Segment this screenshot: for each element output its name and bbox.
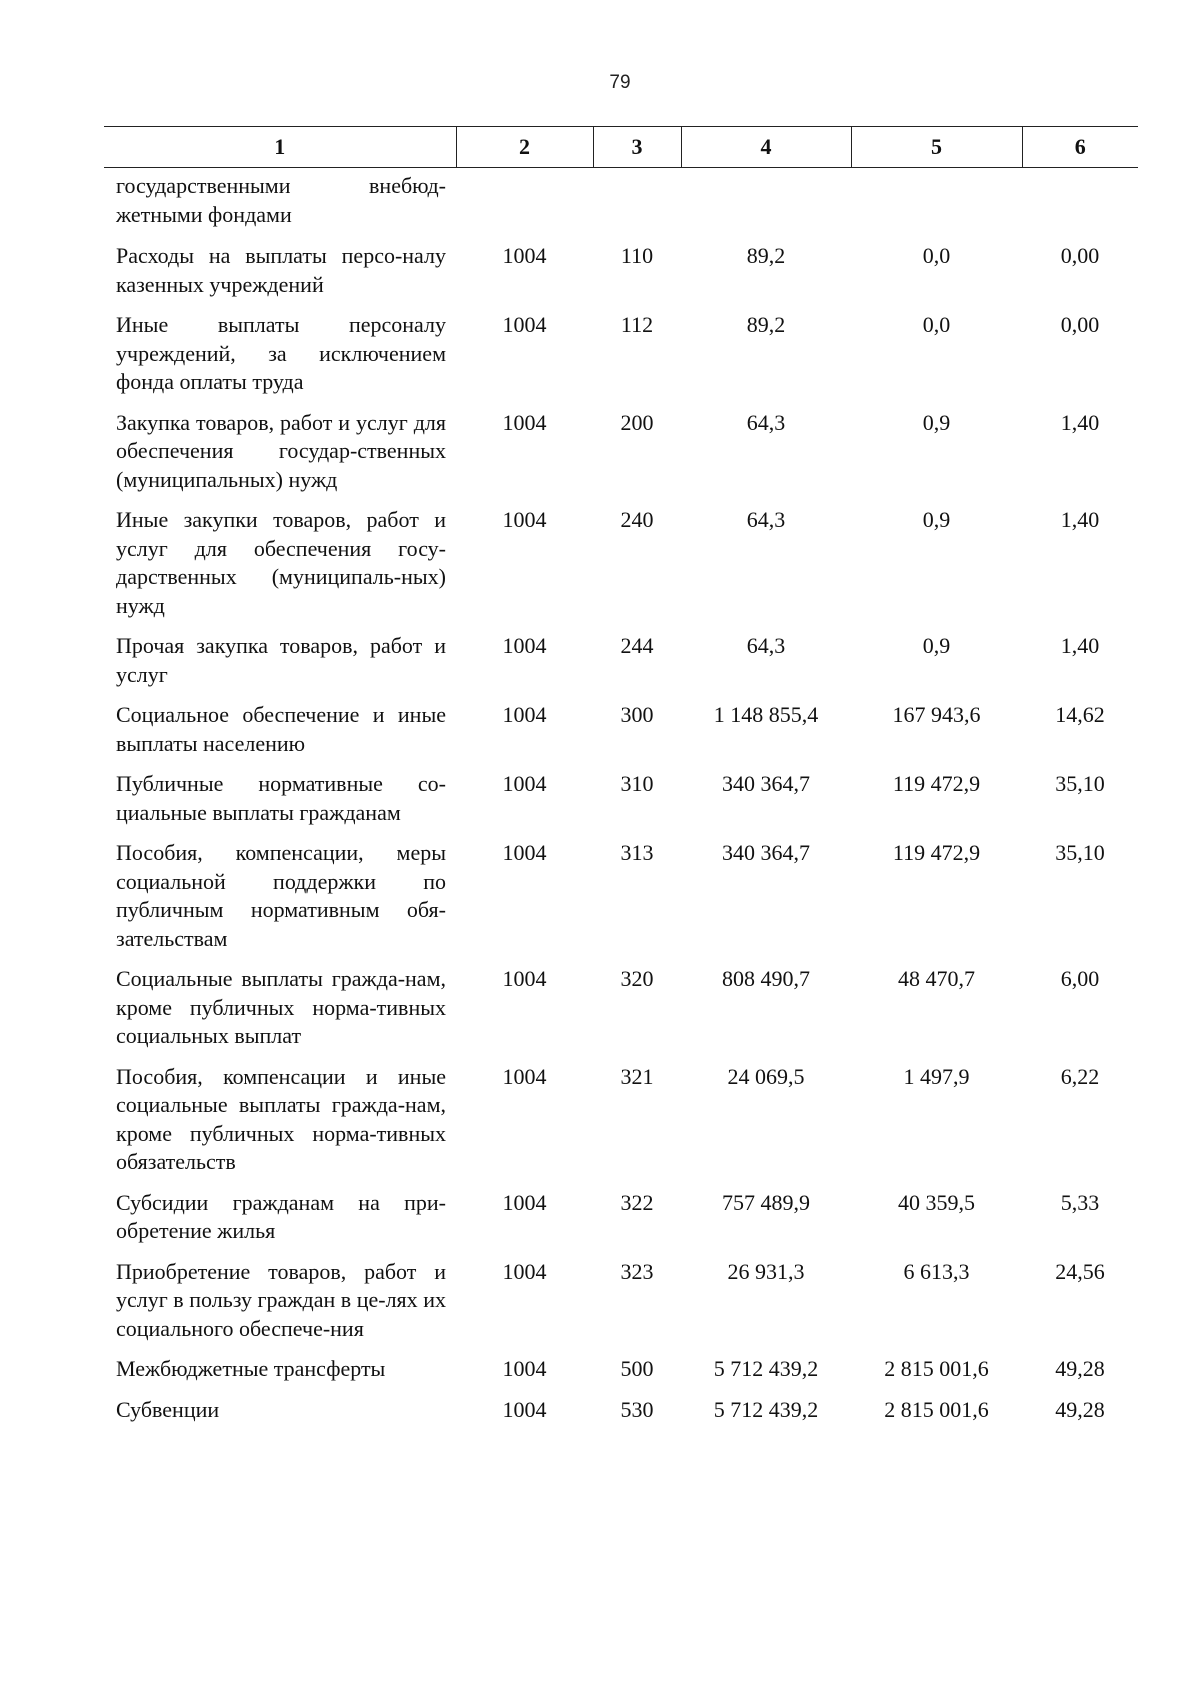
table-row <box>104 400 1138 498</box>
table-row <box>104 761 1138 830</box>
cell-actual-amount: 1 497,9 <box>903 1063 970 1089</box>
cell-percent: 35,10 <box>1055 771 1105 796</box>
cell-section-code: 1004 <box>502 1063 547 1089</box>
table-row <box>104 956 1138 1054</box>
page-number: 79 <box>609 72 631 93</box>
cell-actual-amount: 2 815 001,6 <box>884 1356 989 1381</box>
cell-expense-code: 300 <box>620 702 654 727</box>
cell-section-code: 1004 <box>502 1258 547 1284</box>
table-header-row <box>104 127 1138 168</box>
cell-expense-code: 200 <box>620 409 654 435</box>
cell-percent: 49,28 <box>1055 1396 1105 1422</box>
cell-planned-amount: 340 364,7 <box>722 771 810 796</box>
cell-percent: 35,10 <box>1055 840 1105 865</box>
cell-expense-code: 530 <box>620 1396 654 1422</box>
cell-expense-code: 112 <box>620 312 654 337</box>
cell-planned-amount: 5 712 439,2 <box>713 1396 819 1422</box>
row-label: Пособия, компенсации и иные социальные выплаты гражда-нам, кроме публичных норма-тивных обязательств <box>116 1063 446 1174</box>
cell-percent: 49,28 <box>1055 1356 1105 1381</box>
column-header-2: 2 <box>456 127 593 168</box>
cell-percent: 0,00 <box>1060 312 1100 337</box>
table-row <box>104 1180 1138 1249</box>
column-header-4: 4 <box>681 127 851 168</box>
cell-expense-code: 110 <box>620 243 654 268</box>
row-label: Закупка товаров, работ и услуг для обеспечения государ-ственных (муниципальных) нужд <box>116 409 446 492</box>
row-label: Прочая закупка товаров, работ и услуг <box>116 633 446 687</box>
cell-planned-amount: 89,2 <box>746 312 786 337</box>
cell-section-code: 1004 <box>502 1356 547 1381</box>
cell-expense-code: 321 <box>620 1063 654 1089</box>
cell-percent <box>1022 168 1138 234</box>
cell-section-code: 1004 <box>502 840 547 865</box>
cell-percent: 0,00 <box>1060 243 1100 268</box>
budget-table <box>104 126 1138 1427</box>
column-header-3: 3 <box>593 127 681 168</box>
row-label: Иные выплаты персоналу учреждений, за исключением фонда оплаты труда <box>116 312 446 394</box>
cell-percent: 24,56 <box>1055 1258 1105 1284</box>
table-row <box>104 497 1138 623</box>
table-row <box>104 692 1138 761</box>
cell-planned-amount: 808 490,7 <box>722 966 810 991</box>
cell-percent: 1,40 <box>1060 633 1100 658</box>
table-row <box>104 302 1138 400</box>
cell-percent: 5,33 <box>1060 1189 1100 1215</box>
cell-planned-amount: 64,3 <box>746 507 786 532</box>
cell-planned-amount: 89,2 <box>746 243 786 268</box>
cell-expense-code: 310 <box>620 771 654 796</box>
row-label: Приобретение товаров, работ и услуг в пользу граждан в це-лях их социального обеспече-ния <box>116 1258 446 1341</box>
column-header-5: 5 <box>851 127 1022 168</box>
row-label: Публичные нормативные со-циальные выплаты гражданам <box>116 771 446 825</box>
cell-actual-amount: 0,9 <box>922 633 951 658</box>
row-label: Пособия, компенсации, меры социальной поддержки по публичным нормативным обя-зательствам <box>116 840 446 951</box>
cell-planned-amount: 5 712 439,2 <box>713 1356 819 1381</box>
cell-actual-amount: 0,9 <box>922 507 951 532</box>
cell-expense-code: 320 <box>620 966 654 991</box>
row-label: Субвенции <box>116 1396 220 1422</box>
table-row <box>104 233 1138 302</box>
cell-planned-amount <box>681 168 851 234</box>
column-header-6: 6 <box>1022 127 1138 168</box>
row-label: государственными внебюд-жетными фондами <box>116 173 446 227</box>
cell-section-code: 1004 <box>502 702 547 727</box>
table-row <box>104 168 1138 234</box>
cell-section-code: 1004 <box>502 312 547 337</box>
row-label: Социальное обеспечение и иные выплаты населению <box>116 702 446 756</box>
cell-planned-amount: 64,3 <box>746 409 786 435</box>
row-label: Социальные выплаты гражда-нам, кроме публичных норма-тивных социальных выплат <box>116 966 446 1048</box>
table-row <box>104 1249 1138 1347</box>
cell-planned-amount: 24 069,5 <box>727 1063 805 1089</box>
cell-section-code: 1004 <box>502 243 547 268</box>
cell-expense-code: 240 <box>620 507 654 532</box>
row-label: Субсидии гражданам на при-обретение жилья <box>116 1189 446 1243</box>
column-header-1: 1 <box>104 127 456 168</box>
cell-actual-amount: 48 470,7 <box>898 966 975 991</box>
cell-planned-amount: 1 148 855,4 <box>713 702 819 727</box>
cell-actual-amount: 167 943,6 <box>892 702 981 727</box>
cell-actual-amount: 0,0 <box>922 312 951 337</box>
cell-percent: 6,00 <box>1060 966 1100 991</box>
cell-actual-amount: 2 815 001,6 <box>884 1396 989 1422</box>
cell-actual-amount: 6 613,3 <box>903 1258 970 1284</box>
cell-actual-amount <box>851 168 1022 234</box>
cell-percent: 6,22 <box>1060 1063 1100 1089</box>
cell-section-code: 1004 <box>502 1189 547 1215</box>
cell-actual-amount: 119 472,9 <box>892 771 981 796</box>
cell-actual-amount: 119 472,9 <box>892 840 981 865</box>
cell-expense-code: 323 <box>620 1258 654 1284</box>
cell-expense-code <box>593 168 681 234</box>
cell-expense-code: 322 <box>620 1189 654 1215</box>
cell-percent: 14,62 <box>1055 702 1105 727</box>
row-label: Иные закупки товаров, работ и услуг для обеспечения госу-дарственных (муниципаль-ных) нужд <box>116 507 446 618</box>
cell-expense-code: 313 <box>620 840 654 865</box>
cell-planned-amount: 340 364,7 <box>722 840 810 865</box>
cell-expense-code: 500 <box>620 1356 654 1381</box>
cell-section-code: 1004 <box>502 1396 547 1422</box>
cell-percent: 1,40 <box>1060 507 1100 532</box>
table-row <box>104 1346 1138 1387</box>
budget-table-wrapper <box>104 126 1138 1427</box>
table-row <box>104 830 1138 956</box>
cell-actual-amount: 40 359,5 <box>898 1189 975 1215</box>
cell-actual-amount: 0,9 <box>922 409 951 435</box>
cell-section-code <box>456 168 593 234</box>
cell-section-code: 1004 <box>502 771 547 796</box>
row-label: Межбюджетные трансферты <box>116 1356 386 1381</box>
cell-planned-amount: 26 931,3 <box>727 1258 805 1284</box>
cell-expense-code: 244 <box>620 633 654 658</box>
cell-planned-amount: 64,3 <box>746 633 786 658</box>
cell-section-code: 1004 <box>502 507 547 532</box>
cell-section-code: 1004 <box>502 409 547 435</box>
table-row <box>104 1054 1138 1180</box>
cell-actual-amount: 0,0 <box>922 243 951 268</box>
table-row <box>104 623 1138 692</box>
cell-section-code: 1004 <box>502 633 547 658</box>
cell-planned-amount: 757 489,9 <box>722 1189 810 1215</box>
cell-section-code: 1004 <box>502 966 547 991</box>
cell-percent: 1,40 <box>1060 409 1100 435</box>
row-label: Расходы на выплаты персо-налу казенных учреждений <box>116 243 446 297</box>
table-body <box>104 168 1138 1428</box>
table-row <box>104 1387 1138 1428</box>
